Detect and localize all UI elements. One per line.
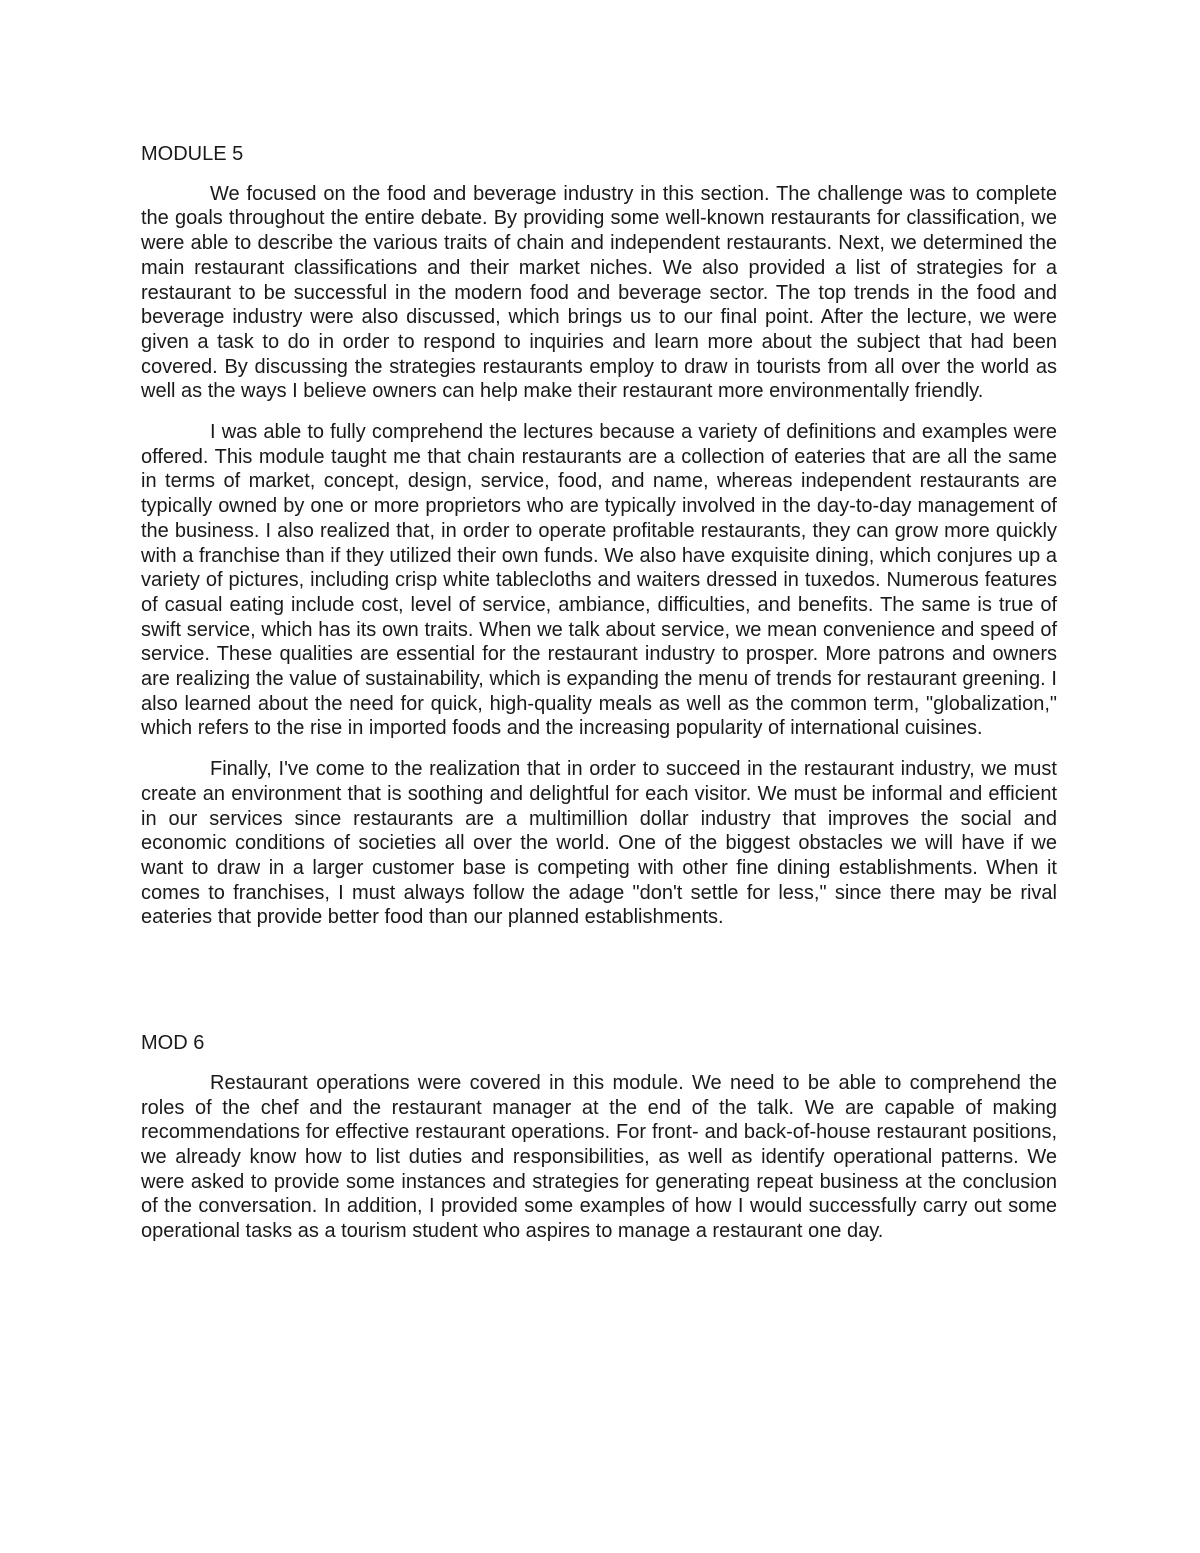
module-5-heading: MODULE 5 — [141, 143, 244, 165]
module-5-paragraph-2: I was able to fully comprehend the lectures because a variety of definitions and examples were offered. This module taught me that chain restaurants are a collection of eateries that are all the same in terms of market, concept, design, service, food, and name, whereas independent restaurants are typically owned by one or more proprietors who are typically involved in the day-to-day management of the business. I also realized that, in order to operate profitable restaurants, they can grow more quickly with a franchise than if they utilized their own funds. We also have exquisite dining, which conjures up a variety of pictures, including crisp white tablecloths and waiters dressed in tuxedos. Numerous features of casual eating include cost, level of service, ambiance, difficulties, and benefits. The same is true of swift service, which has its own traits. When we talk about service, we mean convenience and speed of service. These qualities are essential for the restaurant industry to prosper. More patrons and owners are realizing the value of sustainability, which is expanding the menu of trends for restaurant greening. I also learned about the need for quick, high-quality meals as well as the common term, "globalization," which refers to the rise in imported foods and the increasing popularity of international cuisines. — [141, 421, 1057, 740]
module-5-section — [141, 142, 1057, 930]
module-6-section — [141, 1031, 1057, 1244]
module-6-heading: MOD 6 — [141, 1032, 205, 1055]
document-page — [141, 142, 1057, 1244]
module-6-paragraph-1: Restaurant operations were covered in this module. We need to be able to comprehend the roles of the chef and the restaurant manager at the end of the talk. We are capable of making recommendations for effective restaurant operations. For front- and back-of-house restaurant positions, we already know how to list duties and responsibilities, as well as identify operational patterns. We were asked to provide some instances and strategies for generating repeat business at the conclusion of the conversation. In addition, I provided some examples of how I would successfully carry out some operational tasks as a tourism student who aspires to manage a restaurant one day. — [141, 1071, 1057, 1243]
module-5-paragraph-1: We focused on the food and beverage industry in this section. The challenge was to complete the goals throughout the entire debate. By providing some well-known restaurants for classification, we were able to describe the various traits of chain and independent restaurants. Next, we determined the main restaurant classifications and their market niches. We also provided a list of strategies for a restaurant to be successful in the modern food and beverage sector. The top trends in the food and beverage industry were also discussed, which brings us to our final point. After the lecture, we were given a task to do in order to respond to inquiries and learn more about the subject that had been covered. By discussing the strategies restaurants employ to draw in tourists from all over the world as well as the ways I believe owners can help make their restaurant more environmentally friendly. — [141, 182, 1057, 403]
module-5-paragraph-3: Finally, I've come to the realization that in order to succeed in the restaurant industry, we must create an environment that is soothing and delightful for each visitor. We must be informal and efficient in our services since restaurants are a multimillion dollar industry that improves the social and economic conditions of societies all over the world. One of the biggest obstacles we will have if we want to draw in a larger customer base is competing with other fine dining establishments. When it comes to franchises, I must always follow the adage "don't settle for less," since there may be rival eateries that provide better food than our planned establishments. — [141, 758, 1057, 929]
